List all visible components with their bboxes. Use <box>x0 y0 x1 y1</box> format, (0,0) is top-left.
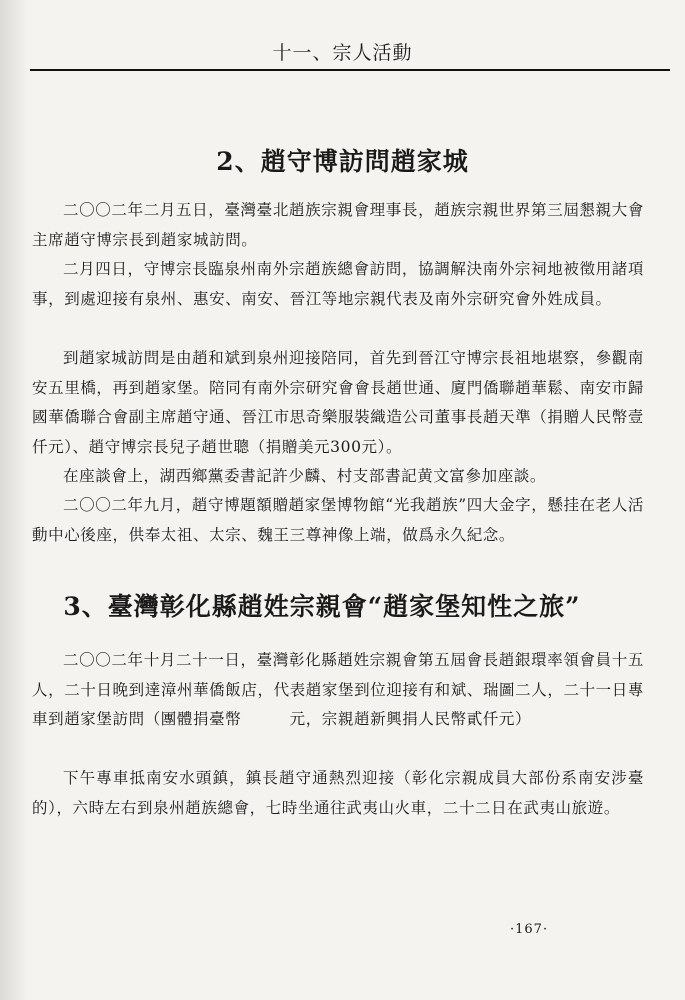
paragraph: 二月四日，守博宗長臨泉州南外宗趙族總會訪問，協調解決南外宗祠地被徵用諸項事，到處迎接有泉州、惠安、南安、晉江等地宗親代表及南外宗研究會外姓成員。 <box>32 260 644 308</box>
page-number: ·167· <box>510 922 549 937</box>
section-title: 3、臺灣彰化縣趙姓宗親會“趙家堡知性之旅” <box>63 592 581 621</box>
paragraph: 到趙家城訪問是由趙和斌到泉州迎接陪同，首先到晉江守博宗長祖地堪察，參觀南安五里橋，再到趙家堡。陪同有南外宗研究會會長趙世通、廈門僑聯趙華鬆、南安市歸國華僑聯合會副主席趙守通、晉江市思奇樂服裝織造公司董事長趙天準（捐贈人民幣壹仟元）、趙守博宗長兒子趙世聰（捐贈美元300元）。 <box>32 349 644 456</box>
paragraph: 二〇〇二年二月五日，臺灣臺北趙族宗親會理事長，趙族宗親世界第三屆懇親大會主席趙守博宗長到趙家城訪問。 <box>32 201 644 249</box>
paragraph: 在座談會上，湖西鄉黨委書記許少麟、村支部書記黄文富參加座談。 <box>63 467 547 485</box>
section-title: 2、趙守博訪問趙家城 <box>216 147 469 176</box>
paragraph: 下午專車抵南安水頭鎮，鎮長趙守通熱烈迎接（彰化宗親成員大部份系南安涉臺的），六時左右到泉州趙族總會，七時坐通往武夷山火車，二十二日在武夷山旅遊。 <box>32 769 644 817</box>
header-rule <box>30 69 670 71</box>
running-header: 十一、宗人活動 <box>272 42 413 64</box>
paragraph: 二〇〇二年九月，趙守博題額贈趙家堡博物館“光我趙族”四大金字，懸挂在老人活動中心後座，供奉太祖、太宗、魏王三尊神像上端，做爲永久紀念。 <box>32 496 644 544</box>
paragraph: 二〇〇二年十月二十一日，臺灣彰化縣趙姓宗親會第五屆會長趙銀環率領會員十五人，二十日晚到達漳州華僑飯店，代表趙家堡到位迎接有和斌、瑞圖二人，二十一日專車到趙家堡訪問（團體捐臺幣 元，宗親趙新興捐人民幣貳仟元） <box>32 651 644 728</box>
